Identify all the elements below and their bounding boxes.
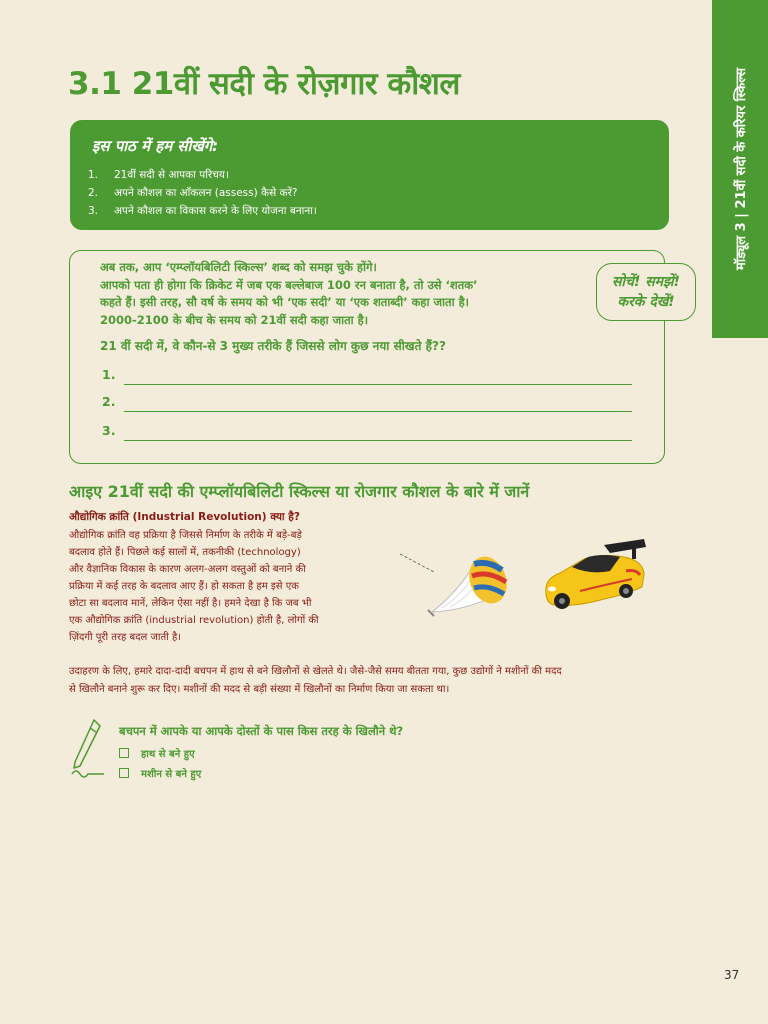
pen-icon (66, 718, 106, 782)
industrial-revolution-title: औद्योगिक क्रांति (Industrial Revolution) क्या है? (69, 511, 300, 523)
spinning-top-icon (398, 552, 510, 624)
learning-objectives-heading: इस पाठ में हम सीखेंगे: (92, 137, 219, 155)
example-paragraph: उदाहरण के लिए, हमारे दादा-दादी बचपन में हाथ से बने खिलौनों से खेलते थे। जैसे-जैसे समय बीतता गया, कुछ उद्योगों ने मशीनों की मदद से खिलौने बनाने शुरू कर दिए। मशीनों की मदद से बड़ी संख्या में खिलौनों का निर्माण किया जा सकता था। (69, 666, 562, 695)
list-item: 3. अपने कौशल का विकास करने के लिए योजना बनाना। (88, 205, 317, 217)
checkbox[interactable] (119, 768, 129, 778)
option-machine-made[interactable]: मशीन से बने हुए (119, 766, 201, 780)
industrial-revolution-body: औद्योगिक क्रांति वह प्रक्रिया है जिससे निर्माण के तरीके में बड़े-बड़े बदलाव होते हैं। पिछले कई सालों में, तकनीकी (technology) और वैज्ञानिक विकास के कारण अलग-अलग वस्तुओं को बनाने की प्रक्रिया में कई तरह के बदलाव आए हैं। हो सकता है हम इसे एक छोटा सा बदलाव मानें, लेकिन ऐसा नहीं है। हमने देखा है कि जब भी एक औद्योगिक क्रांति (industrial revolution) होती है, लोगों की ज़िंदगी पूरी तरह बदल जाती है। (69, 530, 319, 643)
option-handmade[interactable]: हाथ से बने हुए (119, 746, 195, 760)
intro-paragraph: अब तक, आप ‘एम्प्लॉयबिलिटी स्किल्स’ शब्द को समझ चुके होंगे। आपको पता ही होगा कि क्रिकेट में जब एक बल्लेबाज 100 रन बनाता है, तो उसे ‘शतक’ कहते हैं। इसी तरह, सौ वर्ष के समय को भी ‘एक सदी’ या ‘एक शताब्दी’ कहा जाता है। 2000-2100 के बीच के समय को 21वीं सदी कहा जाता है। (100, 260, 478, 327)
side-tab (712, 0, 768, 338)
list-item: 2. अपने कौशल का आँकलन (assess) कैसे करें? (88, 187, 298, 199)
page-title: 3.1 21वीं सदी के रोज़गार कौशल (68, 66, 460, 102)
activity-question: 21 वीं सदी में, वे कौन-से 3 मुख्य तरीके हैं जिससे लोग कुछ नया सीखते हैं?? (100, 339, 446, 353)
answer-line-1[interactable]: 1. (102, 367, 632, 387)
section-heading: आइए 21वीं सदी की एम्प्लॉयबिलिटी स्किल्स या रोजगार कौशल के बारे में जानें (69, 482, 530, 501)
toy-question: बचपन में आपके या आपके दोस्तों के पास किस तरह के खिलौने थे? (119, 724, 404, 738)
side-tab-label: मॉड्यूल 3 | 21वीं सदी के करियर स्किल्स (734, 67, 749, 271)
think-badge: सोचें! समझें! करके देखें! (596, 263, 696, 321)
list-item: 1. 21वीं सदी से आपका परिचय। (88, 169, 229, 181)
page-number: 37 (724, 968, 740, 982)
learning-objectives-box (70, 120, 669, 230)
answer-line-2[interactable]: 2. (102, 394, 632, 414)
think-activity-box (69, 250, 665, 464)
answer-line-3[interactable]: 3. (102, 423, 632, 443)
learning-objectives-list (88, 166, 317, 220)
toy-car-icon (540, 535, 650, 619)
checkbox[interactable] (119, 748, 129, 758)
